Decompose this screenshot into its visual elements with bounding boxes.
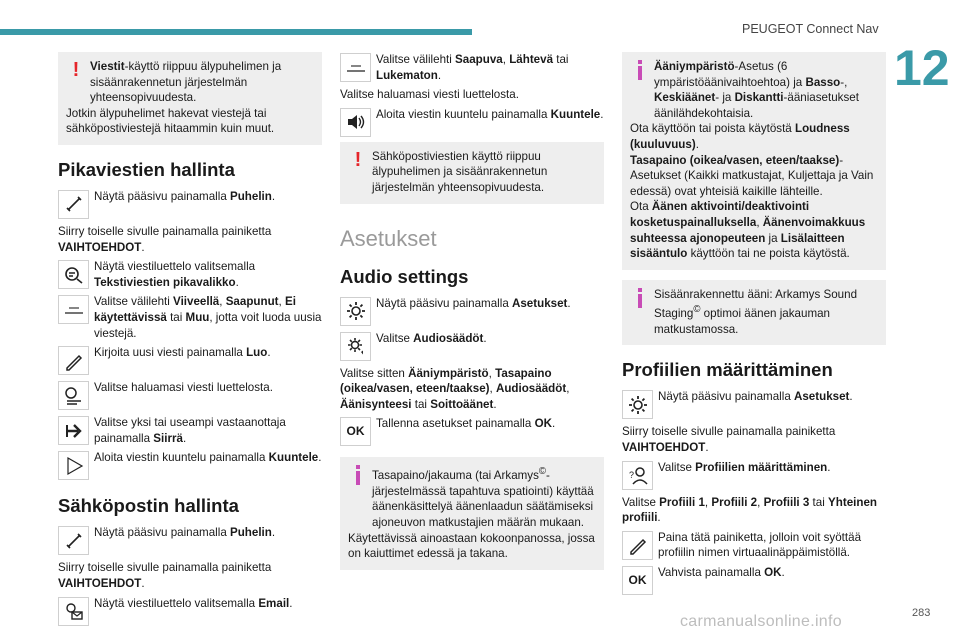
warning-note-email: ! Sähköpostiviestien käyttö riippuu älypuhelimen ja sisäänrakennetun järjestelmän yhteensopivuudesta. [340, 142, 604, 204]
step-email-list: Näytä viestiluettelo valitsemalla Email. [58, 596, 322, 627]
heading-audio-settings: Audio settings [340, 265, 469, 287]
step-save-ok: OK Tallenna asetukset painamalla OK. [340, 416, 604, 447]
profile-icon [622, 461, 653, 490]
page-number: 283 [912, 607, 931, 619]
phone-icon [58, 190, 89, 219]
info-note-balance: Tasapaino/jakauma (tai Arkamys©-järjestelmässä tapahtuva spatiointi) käyttää äänenkäsittelyä äänenlaadun säätämiseksi ajoneuvon matkustajien määrän mukaan. Käytettävissä ainoastaan kokoonpanossa, jossa on kaiuttimet edessä ja takana. [340, 457, 604, 569]
info-icon [354, 464, 362, 485]
phone-icon [58, 526, 89, 555]
step-create-message: Kirjoita uusi viesti painamalla Luo. [58, 345, 322, 376]
play-icon [58, 451, 89, 480]
step-open-settings: Näytä pääsivu painamalla Asetukset. [340, 296, 604, 327]
instruction-audio-options: Valitse sitten Ääniympäristö, Tasapaino (oikea/vasen, eteen/taakse), Audiosäädöt, Äänisynteesi tai Soittoäänet. [340, 366, 570, 411]
column-2 [340, 52, 604, 580]
speaker-icon [340, 108, 371, 137]
instruction-options: Siirry toiselle sivulle painamalla painiketta VAIHTOEHDOT. [58, 224, 272, 254]
step-audio-settings: Valitse Audiosäädöt. [340, 331, 604, 362]
heading-sahkopostin-hallinta: Sähköpostin hallinta [58, 495, 239, 517]
tab-icon [58, 295, 89, 324]
info-note-ambience: Ääniympäristö-Asetus (6 ympäristöäänivaihtoehtoa) ja Basso-, Keskiäänet- ja Diskantti-ääniasetukset äänilähdekohtaisia. Ota käyttöön tai poista käytöstä Loudness (kuuluvuus). Tasapaino (oikea/vasen, eteen/taakse)-Asetukset (Kaikki matkustajat, Kuljettaja ja Vain edessä) ovat yhteisiä kaikille lähteille. Ota Äänen aktivointi/deaktivointi kosketuspainalluksella, Äänenvoimakkuus suhteessa ajonopeuteen ja Lisälaitteen sisääntulo käyttöön tai ne poista käytöstä. [622, 52, 886, 270]
gear-icon [622, 390, 653, 419]
step-select-tab: Valitse välilehti Viiveellä, Saapunut, Ei käytettävissä tai Muu, jotta voit luoda uusia viestejä. [58, 294, 322, 341]
step-forward: Valitse yksi tai useampi vastaanottaja painamalla Siirrä. [58, 415, 322, 446]
heading-pikaviestien-hallinta: Pikaviestien hallinta [58, 158, 235, 180]
email-icon [58, 597, 89, 626]
step-choose-message: Valitse haluamasi viesti luettelosta. [58, 380, 322, 411]
step-email-tab: Valitse välilehti Saapuva, Lähtevä tai Lukematon. [340, 52, 604, 83]
ok-button-icon: OK [340, 417, 371, 446]
info-icon [636, 287, 644, 308]
step-listen-email: Aloita viestin kuuntelu painamalla Kuuntele. [340, 107, 604, 138]
forward-icon [58, 416, 89, 445]
pencil-icon [622, 531, 653, 560]
warning-note-messages: ! Viestit-käyttö riippuu älypuhelimen ja sisäänrakennetun järjestelmän yhteensopivuudesta. Jotkin älypuhelimet hakevat viestejä tai sähköpostiviestejä hitaammin kuin muut. [58, 52, 322, 145]
info-icon [636, 59, 644, 80]
warning-icon: ! [354, 148, 362, 171]
audio-settings-icon [340, 332, 371, 361]
heading-asetukset: Asetukset [340, 225, 437, 251]
instruction-options-2: Siirry toiselle sivulle painamalla painiketta VAIHTOEHDOT. [58, 561, 272, 590]
header-title: PEUGEOT Connect Nav [742, 22, 879, 36]
tab-icon [340, 53, 371, 82]
warning-icon: ! [72, 59, 80, 81]
quick-message-icon [58, 260, 89, 289]
column-3 [622, 52, 886, 600]
header-accent-bar [0, 29, 472, 35]
chapter-number: 12 [894, 40, 950, 96]
gear-icon [340, 297, 371, 326]
step-profile-settings: ? Valitse Profiilien määrittäminen. [622, 460, 886, 491]
instruction-select-message: Valitse haluamasi viesti luettelosta. [340, 88, 519, 102]
pencil-icon [58, 346, 89, 375]
instruction-select-profile: Valitse Profiili 1, Profiili 2, Profiili 3 tai Yhteinen profiili. [622, 495, 877, 525]
heading-profiilien-maarittaminen: Profiilien määrittäminen [622, 359, 833, 381]
step-open-phone-2: Näytä pääsivu painamalla Puhelin. [58, 525, 322, 556]
step-confirm-ok: OK Vahvista painamalla OK. [622, 565, 886, 596]
info-note-arkamys: Sisäänrakennettu ääni: Arkamys Sound Staging© optimoi äänen jakauman matkustamossa. [622, 280, 886, 346]
svg-text:?: ? [628, 470, 634, 481]
step-listen: Aloita viestin kuuntelu painamalla Kuuntele. [58, 450, 322, 481]
step-quick-sms: Näytä viestiluettelo valitsemalla Tekstiviestien pikavalikko. [58, 259, 322, 290]
instruction-options-3: Siirry toiselle sivulle painamalla painiketta VAIHTOEHDOT. [622, 425, 836, 454]
ok-button-icon: OK [622, 566, 653, 595]
message-list-icon [58, 381, 89, 410]
column-1 [58, 52, 322, 631]
step-open-settings-profile: Näytä pääsivu painamalla Asetukset. [622, 389, 886, 420]
step-enter-name: Paina tätä painiketta, jolloin voit syöttää profiilin nimen virtuaalinäppäimistöllä. [622, 530, 886, 561]
watermark: carmanualsonline.info [680, 613, 842, 630]
step-open-phone: Näytä pääsivu painamalla Puhelin. [58, 189, 322, 220]
